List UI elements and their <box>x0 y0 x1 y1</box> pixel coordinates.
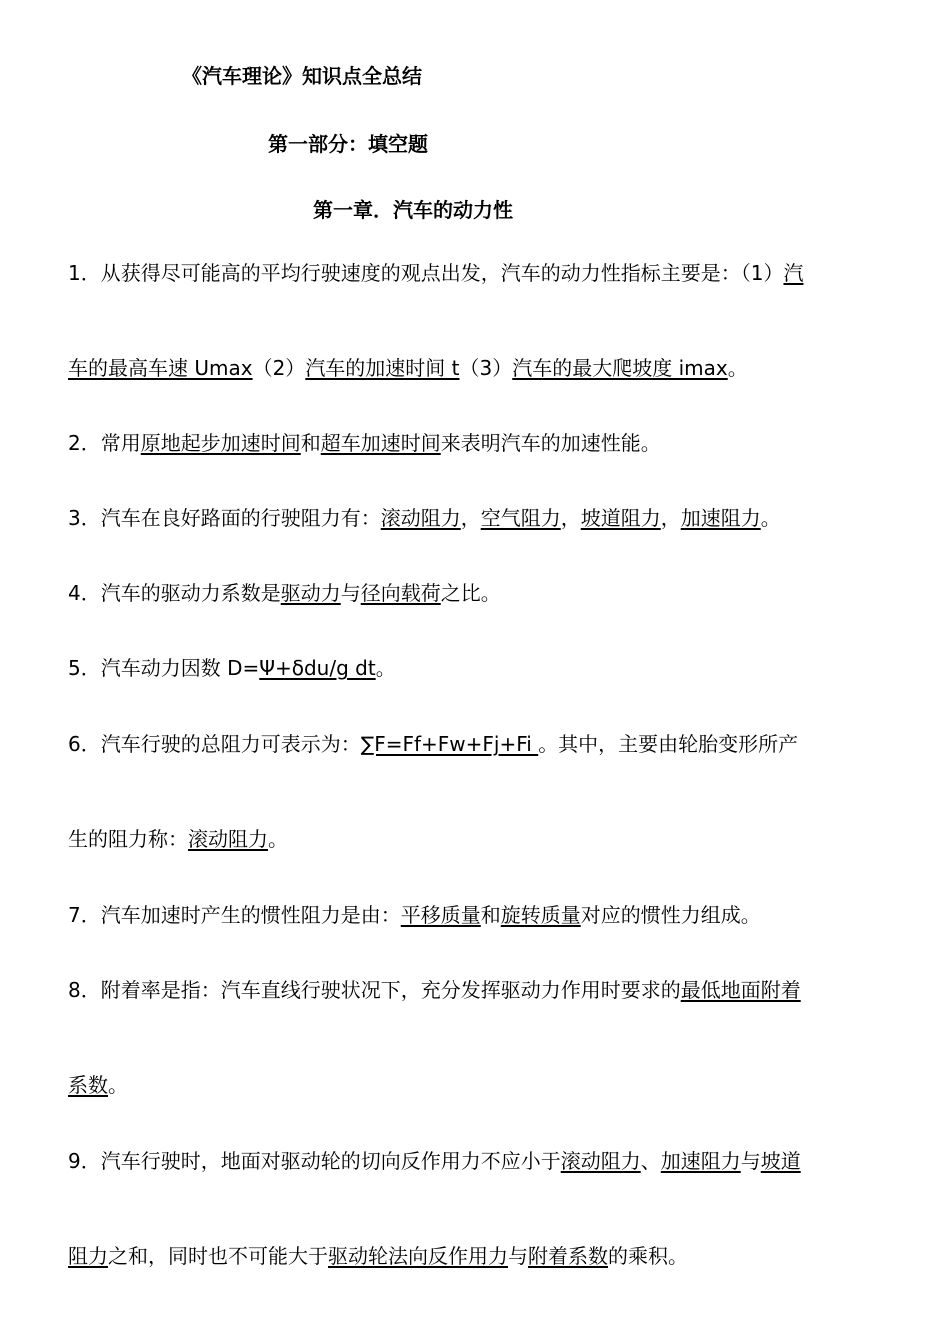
answer-blank: 加速阻力 <box>660 1149 741 1173</box>
answer-blank: 加速阻力 <box>680 506 761 530</box>
answer-blank: 平移质量 <box>400 903 481 927</box>
answer-blank: 驱动力 <box>280 581 341 605</box>
answer-blank: 坡道阻力 <box>580 506 661 530</box>
question-text: 4．汽车的驱动力系数是 <box>68 581 281 605</box>
question-text: 。 <box>375 656 396 680</box>
answer-blank: 系数 <box>68 1073 108 1097</box>
question-text: 来表明汽车的加速性能。 <box>440 431 661 455</box>
answer-blank: 驱动轮法向反作用力 <box>328 1244 508 1268</box>
question-text: ， <box>660 506 681 530</box>
question-text: 2．常用 <box>68 431 141 455</box>
question-text: （2） <box>252 356 306 380</box>
answer-blank: 超车加速时间 <box>320 431 441 455</box>
question-6-line-1 <box>68 731 798 757</box>
answer-blank: 附着系数 <box>528 1244 608 1268</box>
question-text: 与 <box>508 1244 528 1268</box>
answer-blank: 空气阻力 <box>480 506 561 530</box>
question-text: （3） <box>459 356 513 380</box>
question-text: 。 <box>727 356 748 380</box>
question-4-line-1 <box>68 580 501 606</box>
question-7-line-1 <box>68 902 761 928</box>
question-5-line-1 <box>68 655 396 681</box>
answer-blank: 滚动阻力 <box>380 506 461 530</box>
question-1-line-1 <box>68 260 803 286</box>
answer-blank: 滚动阻力 <box>188 827 268 851</box>
chapter-heading: 第一章．汽车的动力性 <box>313 198 513 222</box>
answer-blank: 径向载荷 <box>360 581 441 605</box>
question-text: 9．汽车行驶时，地面对驱动轮的切向反作用力不应小于 <box>68 1149 561 1173</box>
answer-blank: 汽车的加速时间 t <box>305 356 460 380</box>
question-8-line-1 <box>68 977 801 1003</box>
question-text: 5．汽车动力因数 D= <box>68 656 260 680</box>
question-9-line-2 <box>68 1243 688 1269</box>
question-9-line-1 <box>68 1148 801 1174</box>
question-6-line-2 <box>68 826 288 852</box>
question-8-line-2 <box>68 1072 128 1098</box>
answer-blank: 最低地面附着 <box>680 978 801 1002</box>
question-text: 与 <box>340 581 361 605</box>
answer-blank: 滚动阻力 <box>560 1149 641 1173</box>
answer-blank: Ψ+δdu/g dt <box>259 656 376 680</box>
question-text: 。其中，主要由轮胎变形所产 <box>538 732 799 756</box>
question-text: 之和，同时也不可能大于 <box>108 1244 328 1268</box>
question-text: 。 <box>108 1073 128 1097</box>
answer-blank: 汽车的最大爬坡度 imax <box>512 356 728 380</box>
answer-blank: 旋转质量 <box>500 903 581 927</box>
part-heading: 第一部分：填空题 <box>268 132 428 156</box>
question-text: ， <box>560 506 581 530</box>
question-text: 与 <box>740 1149 761 1173</box>
question-3-line-1 <box>68 505 781 531</box>
question-text: 的乘积。 <box>608 1244 688 1268</box>
question-text: 。 <box>760 506 781 530</box>
answer-blank: 阻力 <box>68 1244 108 1268</box>
question-text: 8．附着率是指：汽车直线行驶状况下，充分发挥驱动力作用时要求的 <box>68 978 681 1002</box>
question-text: 3．汽车在良好路面的行驶阻力有： <box>68 506 381 530</box>
question-text: ， <box>460 506 481 530</box>
question-2-line-1 <box>68 430 661 456</box>
question-text: 、 <box>640 1149 661 1173</box>
answer-blank: 汽 <box>783 261 804 285</box>
question-text: 和 <box>480 903 501 927</box>
question-1-line-2 <box>68 355 748 381</box>
question-text: 7．汽车加速时产生的惯性阻力是由： <box>68 903 401 927</box>
answer-blank: ∑F=Ff+Fw+Fj+Fi <box>360 732 539 756</box>
answer-blank: 车的最高车速 Umax <box>68 356 253 380</box>
answer-blank: 坡道 <box>760 1149 801 1173</box>
question-text: 和 <box>300 431 321 455</box>
document-title: 《汽车理论》知识点全总结 <box>182 64 422 88</box>
question-text: 。 <box>268 827 288 851</box>
answer-blank: 原地起步加速时间 <box>140 431 301 455</box>
question-text: 之比。 <box>440 581 501 605</box>
question-text: 对应的惯性力组成。 <box>580 903 761 927</box>
question-text: 生的阻力称： <box>68 827 188 851</box>
question-text: 6．汽车行驶的总阻力可表示为： <box>68 732 361 756</box>
question-text: 1．从获得尽可能高的平均行驶速度的观点出发，汽车的动力性指标主要是：（1） <box>68 261 784 285</box>
